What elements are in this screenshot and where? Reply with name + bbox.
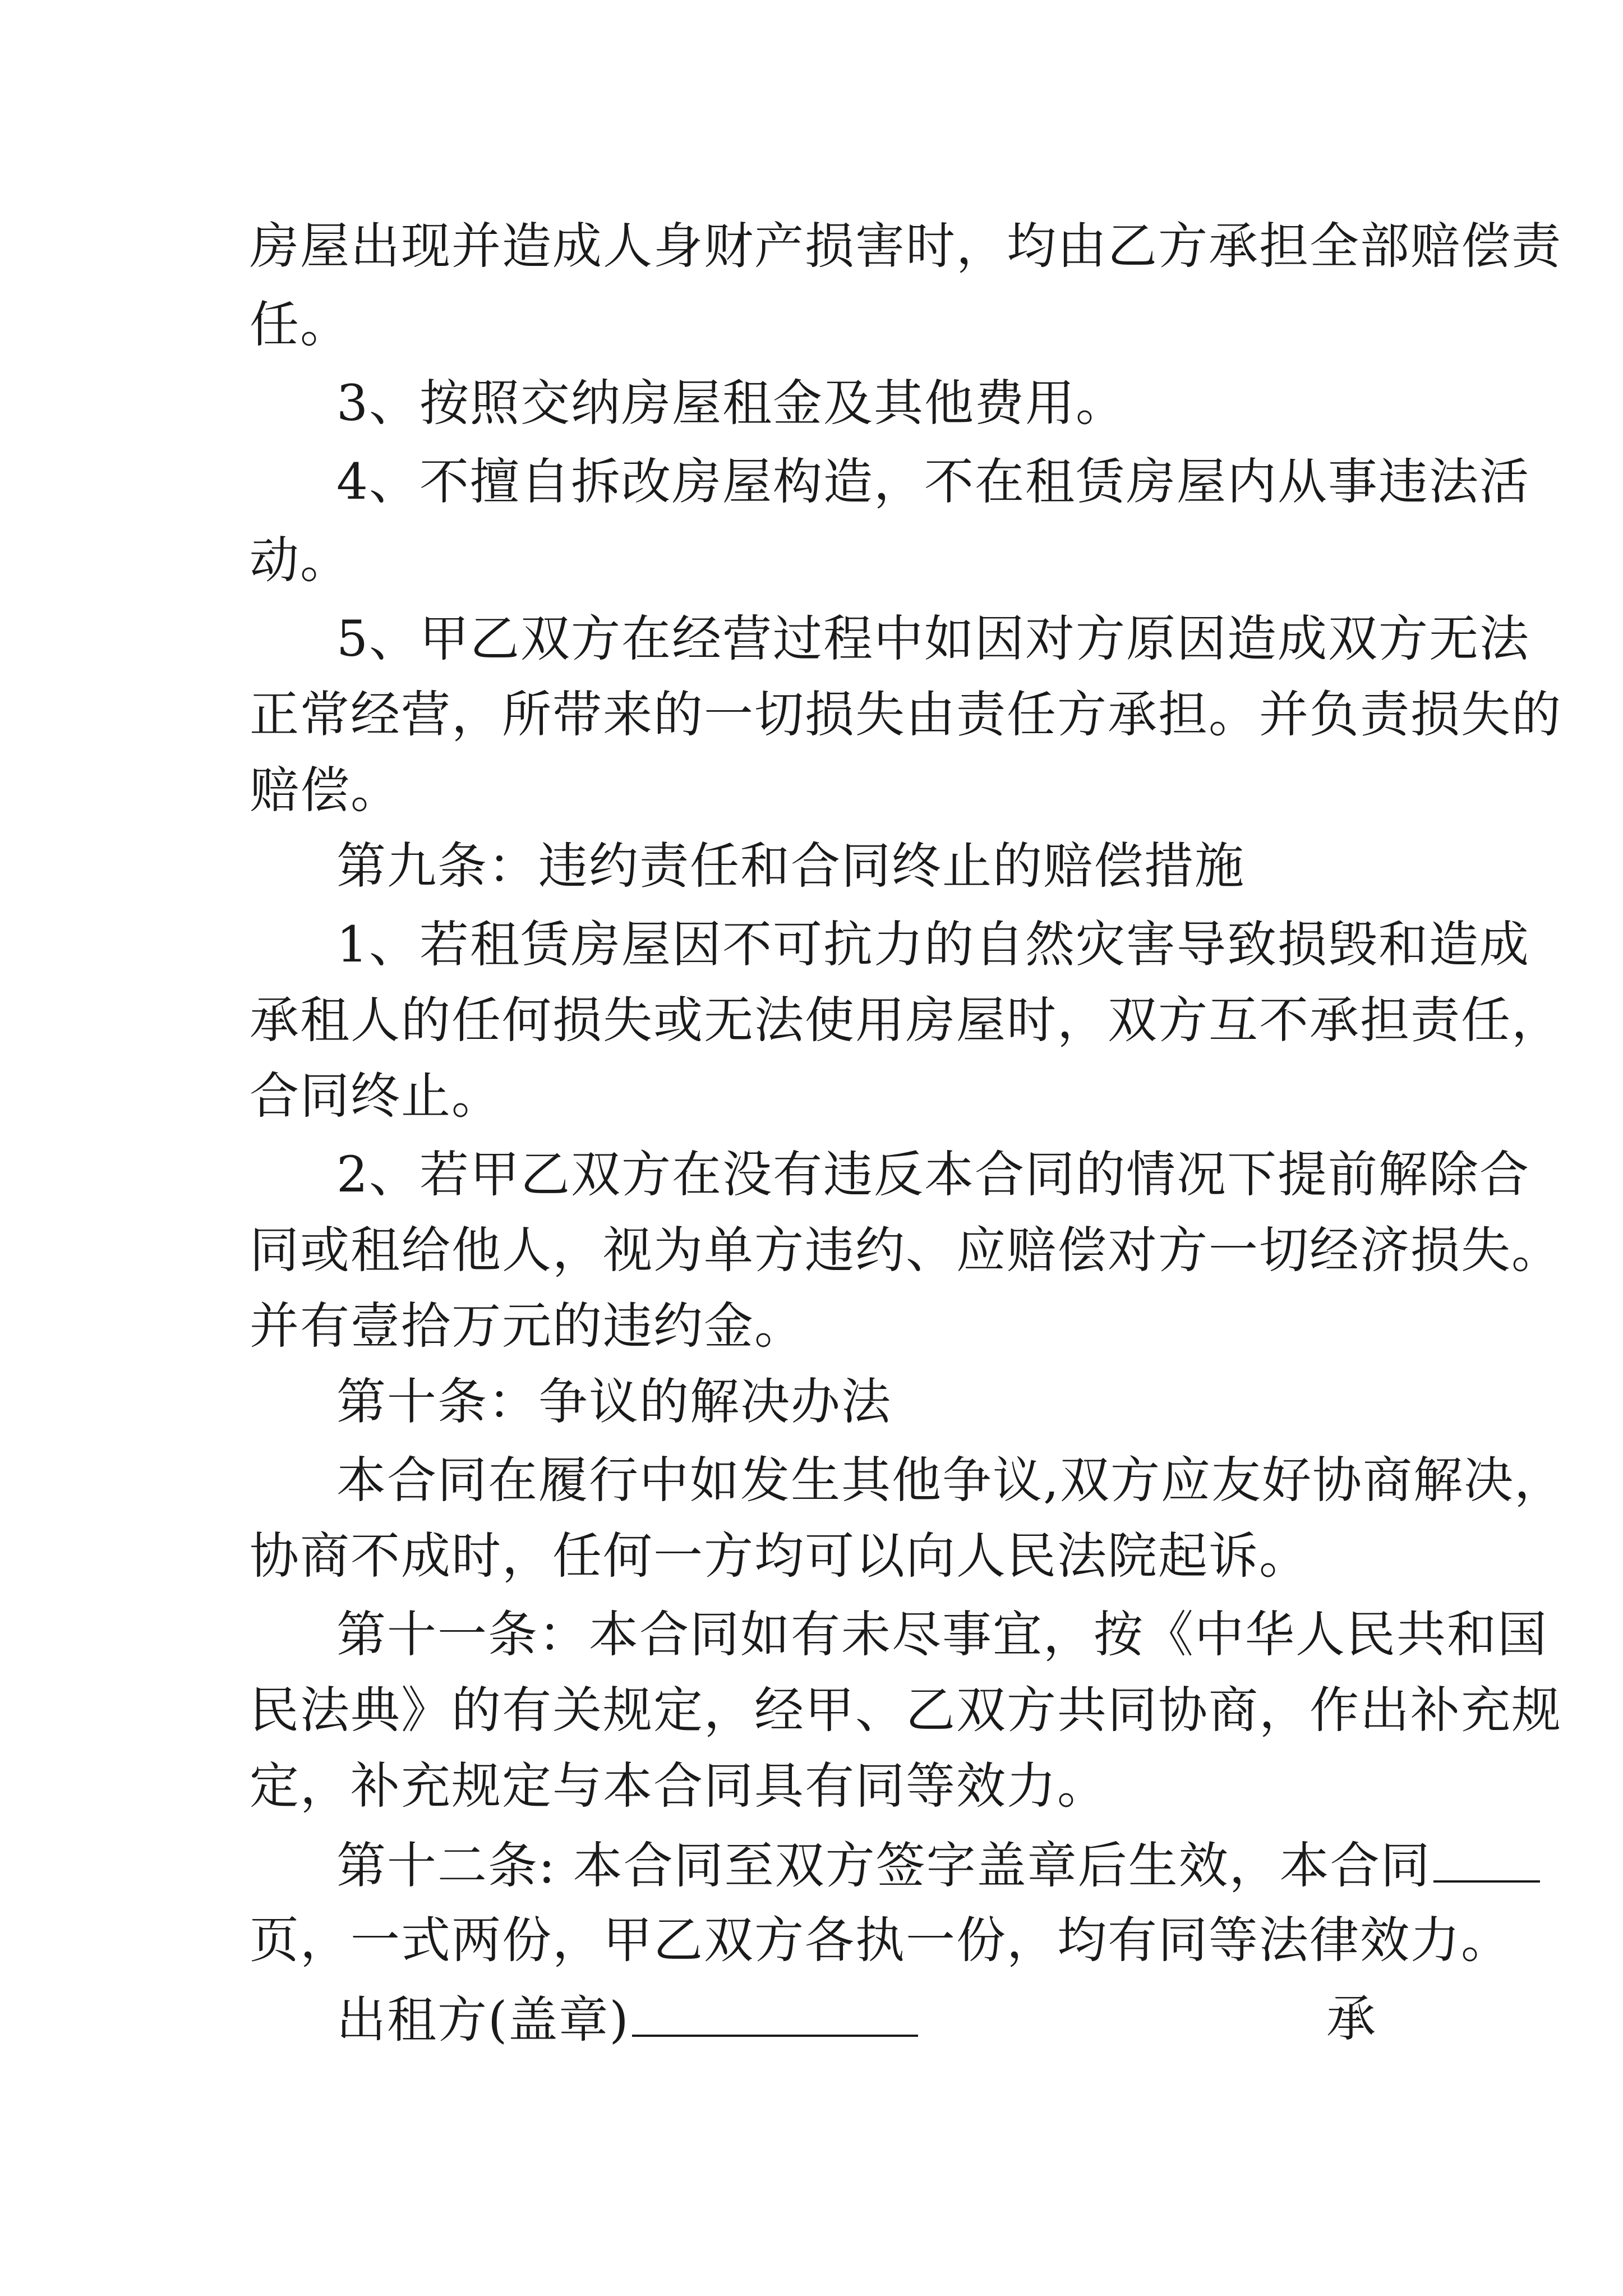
text-line: 5、甲乙双方在经营过程中如因对方原因造成双方无法 [336,610,1530,668]
text-line: 第十二条: 本合同至双方签字盖章后生效，本合同 [336,1837,1431,1894]
text-line: 正常经营，所带来的一切损失由责任方承担。并负责损失的 [250,685,1562,743]
signature-line [336,1990,1377,2049]
lessor-signature-blank [632,1994,918,2037]
section-heading: 第九条：违约责任和合同终止的赔偿措施 [336,837,1246,895]
text-line: 动。 [250,531,351,589]
text-line: 同或租给他人，视为单方违约、应赔偿对方一切经济损失。 [250,1221,1562,1279]
text-line: 民法典》的有关规定，经甲、乙双方共同协商，作出补充规 [250,1681,1562,1739]
section-heading: 第十条：争议的解决办法 [336,1373,892,1430]
text-line: 2、若甲乙双方在没有违反本合同的情况下提前解除合 [336,1145,1530,1203]
text-line-with-blank [336,1837,1431,1894]
text-line: 1、若租赁房屋因不可抗力的自然灾害导致损毁和造成 [336,915,1530,973]
text-line: 协商不成时，任何一方均可以向人民法院起诉。 [250,1527,1310,1585]
text-line: 第十一条：本合同如有未尽事宜，按《中华人民共和国 [336,1605,1548,1663]
text-line: 房屋出现并造成人身财产损害时，均由乙方承担全部赔偿责 [250,217,1562,275]
text-line: 合同终止。 [250,1067,502,1125]
text-line: 3、按照交纳房屋租金及其他费用。 [336,374,1126,432]
text-line: 4、不擅自拆改房屋构造，不在租赁房屋内从事违法活 [336,453,1530,510]
text-line: 并有壹拾万元的违约金。 [250,1297,805,1355]
text-line: 本合同在履行中如发生其他争议,双方应友好协商解决， [336,1451,1565,1509]
text-line: 承租人的任何损失或无法使用房屋时，双方互不承担责任， [250,991,1562,1049]
page-count-blank [1433,1840,1540,1883]
text-line: 赔偿。 [250,761,402,819]
text-line: 定，补充规定与本合同具有同等效力。 [250,1757,1108,1815]
lessor-seal-label: 出租方(盖章) [336,1991,630,2049]
text-line: 任。 [250,296,351,353]
lessee-label-start: 承 [1326,1990,1377,2047]
text-line: 页，一式两份，甲乙双方各执一份，均有同等法律效力。 [250,1911,1512,1969]
